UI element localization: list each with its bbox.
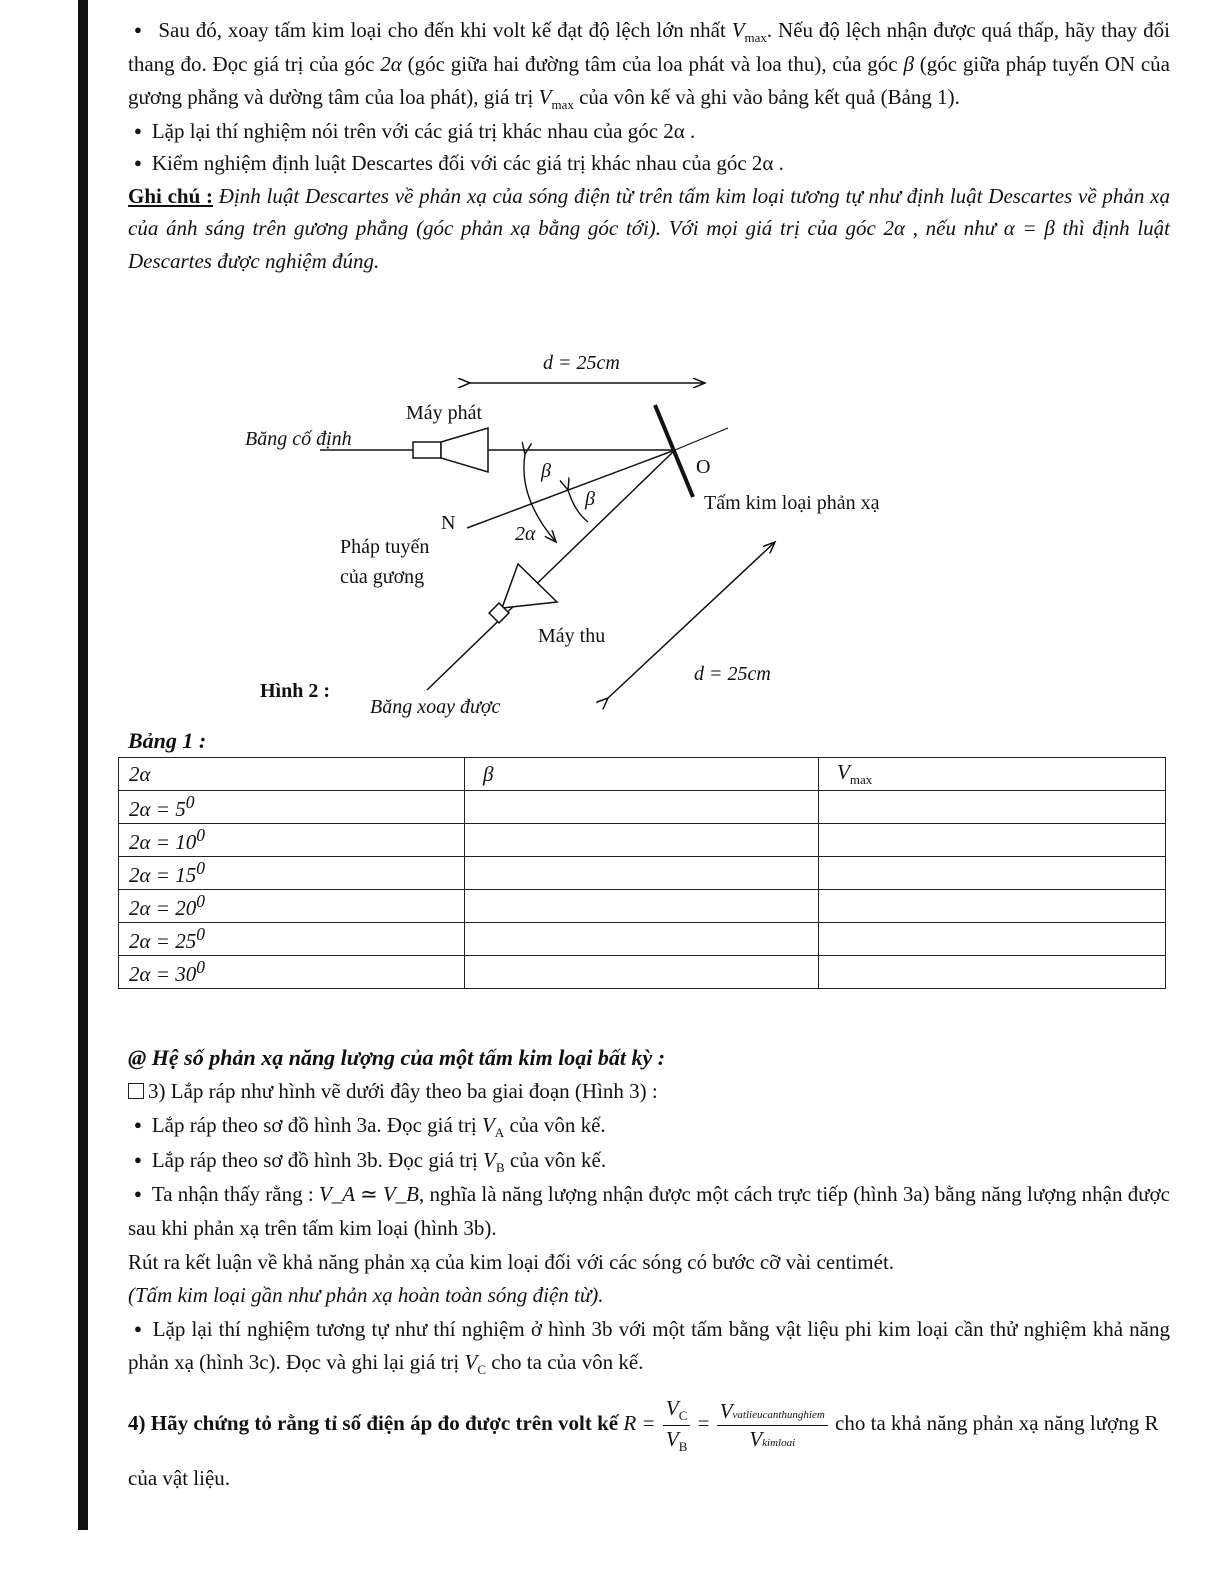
rotating-rail-label: Băng xoay được bbox=[370, 696, 501, 718]
beta-cell[interactable] bbox=[465, 857, 819, 890]
transmitter-box bbox=[413, 442, 441, 458]
conclusion-italic: (Tấm kim loại gần như phản xạ hoàn toàn sóng điện từ). bbox=[128, 1283, 604, 1308]
normal-line bbox=[467, 450, 675, 528]
normal-n-label: N bbox=[441, 512, 456, 534]
figure-2-diagram bbox=[230, 350, 930, 730]
table-row bbox=[119, 824, 1166, 857]
item-4: 4) Hãy chứng tỏ rằng tỉ số điện áp đo được trên volt kế R = $\frac{V_C}{V_B}$ = $\frac{\text{Vvatlieucanthunghiem}}{\text{Vkimloai}}$ cho ta khả năng phản xạ năng lượng R của vật liệu. bbox=[128, 1396, 1159, 1490]
row-angle: $2\alpha = 20^0$ bbox=[119, 890, 465, 923]
bullet-3b: ● Lắp ráp theo sơ đồ hình 3b. Đọc giá trị $V_B$ của vôn kế. bbox=[128, 1144, 1170, 1179]
vmax-cell[interactable] bbox=[819, 857, 1166, 890]
beta-cell[interactable] bbox=[465, 890, 819, 923]
figure-2-lines bbox=[230, 350, 930, 730]
table-row bbox=[119, 956, 1166, 989]
reflective-plate-label: Tấm kim loại phản xạ bbox=[704, 492, 880, 514]
two-alpha-label: 2α bbox=[515, 523, 536, 545]
bullet-3c: ● Lặp lại thí nghiệm tương tự như thí nghiệm ở hình 3b với một tấm bằng vật liệu phi kim loại cần thử nghiệm khả năng phản xạ (hình 3c). Đọc và ghi lại giá trị $V_C$ cho ta của vôn kế. bbox=[128, 1313, 1170, 1381]
row-angle: $2\alpha = 25^0$ bbox=[119, 923, 465, 956]
normal-label-line2: của gương bbox=[340, 566, 425, 588]
vmax-cell[interactable] bbox=[819, 824, 1166, 857]
transmitter-label: Máy phát bbox=[406, 402, 483, 424]
distance-label-top: d = 25cm bbox=[543, 352, 620, 374]
vmax-cell[interactable] bbox=[819, 890, 1166, 923]
table-row bbox=[119, 923, 1166, 956]
section-heading: @ Hệ số phản xạ năng lượng của một tấm kim loại bất kỳ : bbox=[128, 1045, 666, 1070]
conclusion-text: Rút ra kết luận về khả năng phản xạ của kim loại đối với các sóng có bước cỡ vài centimét. bbox=[128, 1249, 895, 1274]
vmax-cell[interactable] bbox=[819, 923, 1166, 956]
table-header-row bbox=[119, 758, 1166, 791]
item-3: 3) Lắp ráp như hình vẽ dưới đây theo ba giai đoạn (Hình 3) : bbox=[128, 1075, 1170, 1109]
table-row bbox=[119, 857, 1166, 890]
note-heading: Ghi chú : bbox=[128, 183, 214, 208]
rotating-rail bbox=[427, 450, 675, 690]
figure-2-caption: Hình 2 : bbox=[260, 680, 331, 702]
results-table bbox=[118, 757, 1166, 989]
header-two-alpha: 2α bbox=[119, 758, 465, 791]
table-row bbox=[119, 890, 1166, 923]
row-angle: $2\alpha = 15^0$ bbox=[119, 857, 465, 890]
scan-binding-edge bbox=[78, 0, 88, 1530]
header-beta: β bbox=[465, 758, 819, 791]
point-o-label: O bbox=[696, 456, 711, 478]
plate-extension bbox=[675, 428, 728, 450]
receiver-horn bbox=[502, 564, 557, 608]
beta-label-2: β bbox=[585, 488, 595, 510]
row-angle: $2\alpha = 30^0$ bbox=[119, 956, 465, 989]
distance-label-right: d = 25cm bbox=[694, 663, 771, 685]
fixed-rail-label: Băng cố định bbox=[245, 428, 352, 450]
bullet-verify: ● Kiểm nghiệm định luật Descartes đối với các giá trị khác nhau của góc 2α . bbox=[128, 147, 1170, 180]
bullet-equal-energy: ● Ta nhận thấy rằng : V_A ≃ V_B, nghĩa là năng lượng nhận được một cách trực tiếp (hình 3a) bằng năng lượng nhận được sau khi phản xạ trên tấm kim loại (hình 3b). bbox=[128, 1178, 1170, 1245]
header-vmax: $V_{max}$ bbox=[819, 758, 1166, 791]
table-row bbox=[119, 791, 1166, 824]
table-1-title: Bảng 1 : bbox=[128, 728, 207, 753]
beta-cell[interactable] bbox=[465, 824, 819, 857]
beta-cell[interactable] bbox=[465, 791, 819, 824]
row-angle: $2\alpha = 5^0$ bbox=[119, 791, 465, 824]
normal-label-line1: Pháp tuyến bbox=[340, 536, 430, 558]
checkbox-icon bbox=[128, 1083, 144, 1099]
receiver-label: Máy thu bbox=[538, 625, 606, 647]
bullet-rotate-plate: ● Sau đó, xoay tấm kim loại cho đến khi volt kế đạt độ lệch lớn nhất $V_{max}$. Nếu độ lệch nhận được quá thấp, hãy thay đổi thang đo. Đọc giá trị của góc 2α (góc giữa hai đường tâm của loa phát và loa thu), của góc β (góc giữa pháp tuyến ON của gương phẳng và dường tâm của loa phát), giá trị $V_{max}$ của vôn kế và ghi vào bảng kết quả (Bảng 1). bbox=[128, 14, 1170, 115]
vmax-cell[interactable] bbox=[819, 956, 1166, 989]
bullet-3a: ● Lắp ráp theo sơ đồ hình 3a. Đọc giá trị $V_A$ của vôn kế. bbox=[128, 1109, 1170, 1144]
bullet-repeat: ● Lặp lại thí nghiệm nói trên với các giá trị khác nhau của góc 2α . bbox=[128, 115, 1170, 148]
vmax-cell[interactable] bbox=[819, 791, 1166, 824]
intro-text bbox=[128, 14, 1170, 278]
note-paragraph: Ghi chú : Định luật Descartes về phản xạ của sóng điện từ trên tấm kim loại tương tự như định luật Descartes về phản xạ của ánh sáng trên gương phẳng (góc phản xạ bằng góc tới). Với mọi giá trị của góc 2α , nếu như α = β thì định luật Descartes được nghiệm đúng. bbox=[128, 183, 1170, 274]
fraction-vc-vb: $\frac{V_C}{V_B}$ bbox=[663, 1395, 691, 1456]
energy-reflection-section bbox=[128, 1040, 1170, 1500]
beta-cell[interactable] bbox=[465, 956, 819, 989]
fraction-material-metal: $\frac{\text{Vvatlieucanthunghiem}}{\text{Vkimloai}}$ bbox=[717, 1398, 828, 1454]
beta-cell[interactable] bbox=[465, 923, 819, 956]
beta-label-1: β bbox=[541, 460, 551, 482]
row-angle: $2\alpha = 10^0$ bbox=[119, 824, 465, 857]
transmitter-horn bbox=[441, 428, 488, 472]
